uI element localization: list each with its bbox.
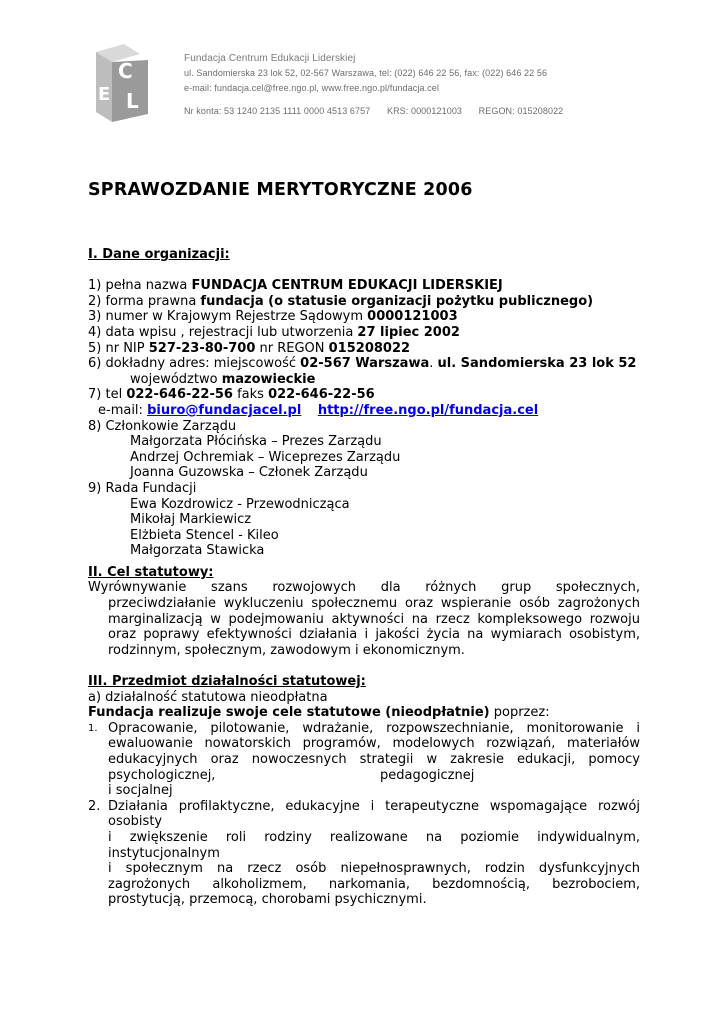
board-member: Andrzej Ochremiak – Wiceprezes Zarządu bbox=[130, 449, 401, 465]
council-member: Małgorzata Stawicka bbox=[130, 543, 265, 559]
activity-item-2 bbox=[88, 799, 640, 908]
item-krs: 3) numer w Krajowym Rejestrze Sądowym 0000121003 bbox=[88, 309, 458, 325]
activity-item-text: Opracowanie, pilotowanie, wdrażanie, rozpowszechnianie, monitorowanie i ewaluowanie nowatorskich programów, modelowych rozwiązań, materiałów edukacyjnych oraz nowoczesnych strategii w zakresie edukacji, pomocy bbox=[108, 720, 640, 767]
logo-letter-c: C bbox=[118, 59, 133, 83]
council-member: Mikołaj Markiewicz bbox=[130, 512, 252, 528]
activity-free-label: a) działalność statutowa nieodpłatna bbox=[88, 689, 328, 705]
item-legal-form: 2) forma prawna fundacja (o statusie organizacji pożytku publicznego) bbox=[88, 293, 594, 309]
letterhead-ids bbox=[184, 106, 577, 116]
item-council-heading: 9) Rada Fundacji bbox=[88, 480, 197, 496]
board-member: Joanna Guzowska – Członek Zarządu bbox=[130, 465, 368, 481]
document-body bbox=[88, 247, 640, 908]
letterhead-regon: REGON: 015208022 bbox=[478, 106, 564, 116]
activity-item-1 bbox=[88, 721, 640, 799]
section-2-heading: II. Cel statutowy: bbox=[88, 564, 214, 580]
page-title: SPRAWOZDANIE MERYTORYCZNE 2006 bbox=[88, 180, 473, 200]
activity-item-text: instytucjonalnym bbox=[108, 845, 220, 861]
council-member: Elżbieta Stencel - Kileo bbox=[130, 527, 279, 543]
cel-logo bbox=[82, 44, 152, 126]
activity-item-text: i zwiększenie roli rodziny realizowane na poziomie indywidualnym, bbox=[108, 829, 640, 845]
letterhead-contact: e-mail: fundacja.cel@free.ngo.pl, www.free.ngo.pl/fundacja.cel bbox=[184, 83, 439, 93]
item-registration-date: 4) data wpisu , rejestracji lub utworzenia 27 lipiec 2002 bbox=[88, 324, 460, 340]
activity-item-number: 1. bbox=[88, 722, 98, 734]
section-1-heading: I. Dane organizacji: bbox=[88, 247, 230, 262]
item-address: 6) dokładny adres: miejscowość 02-567 Warszawa. ul. Sandomierska 23 lok 52 bbox=[88, 356, 637, 372]
item-nip-regon: 5) nr NIP 527-23-80-700 nr REGON 015208022 bbox=[88, 340, 411, 356]
activity-item-text-part: psychologicznej, bbox=[108, 767, 216, 783]
item-voivodeship: województwo mazowieckie bbox=[130, 371, 316, 387]
activity-item-text: Działania profilaktyczne, edukacyjne i terapeutyczne wspomagające rozwój bbox=[108, 798, 640, 814]
website-link[interactable]: http://free.ngo.pl/fundacja.cel bbox=[317, 402, 539, 418]
logo-letter-l: L bbox=[126, 89, 139, 113]
item-full-name: 1) pełna nazwa FUNDACJA CENTRUM EDUKACJI LIDERSKIEJ bbox=[88, 278, 503, 294]
statutory-goal-text: przeciwdziałanie wykluczeniu społecznemu oraz wspieranie osób zagrożonych marginalizacją w podejmowaniu aktywności na rzecz kompleksowego rozwoju oraz poprawy efektywności działania i jakości życia na wymiarach osobistym, rodzinnym, społecznym, zawodowym i ekonomicznym. bbox=[108, 596, 640, 658]
activity-item-text-part: i socjalnej bbox=[108, 783, 173, 799]
activity-item-text-part: pedagogicznej bbox=[380, 767, 475, 783]
activity-item-text: osobisty bbox=[108, 814, 163, 830]
board-member: Małgorzata Płócińska – Prezes Zarządu bbox=[130, 434, 382, 450]
email-link[interactable]: biuro@fundacjacel.pl bbox=[147, 402, 302, 418]
letterhead-account: Nr konta: 53 1240 2135 1111 0000 4513 6757 bbox=[184, 106, 371, 116]
activity-intro: Fundacja realizuje swoje cele statutowe (nieodpłatnie) poprzez: bbox=[88, 705, 550, 721]
logo-letter-e: E bbox=[98, 84, 111, 105]
letterhead-krs: KRS: 0000121003 bbox=[386, 106, 463, 116]
letterhead-address: ul. Sandomierska 23 lok 52, 02-567 Warszawa, tel: (022) 646 22 56, fax: (022) 646 22 56 bbox=[184, 68, 548, 78]
activity-item-text: i społecznym na rzecz osób niepełnosprawnych, rodzin dysfunkcyjnych zagrożonych alkoholizmem, narkomania, bezdomnością, bezrobociem, prostytucją, przemocą, chorobami psychicznymi. bbox=[108, 861, 640, 908]
activity-item-number: 2. bbox=[88, 798, 101, 814]
item-phone-fax: 7) tel 022-646-22-56 faks 022-646-22-56 bbox=[88, 387, 375, 403]
council-member: Ewa Kozdrowicz - Przewodnicząca bbox=[130, 496, 350, 512]
item-email-www: e-mail: biuro@fundacjacel.pl http://free.ngo.pl/fundacja.cel bbox=[98, 402, 539, 418]
statutory-goal-first-line: Wyrównywanie szans rozwojowych dla różnych grup społecznych, bbox=[88, 580, 640, 596]
letterhead-name: Fundacja Centrum Edukacji Liderskiej bbox=[184, 53, 356, 64]
item-board-heading: 8) Członkowie Zarządu bbox=[88, 418, 237, 434]
section-3-heading: III. Przedmiot działalności statutowej: bbox=[88, 674, 366, 690]
